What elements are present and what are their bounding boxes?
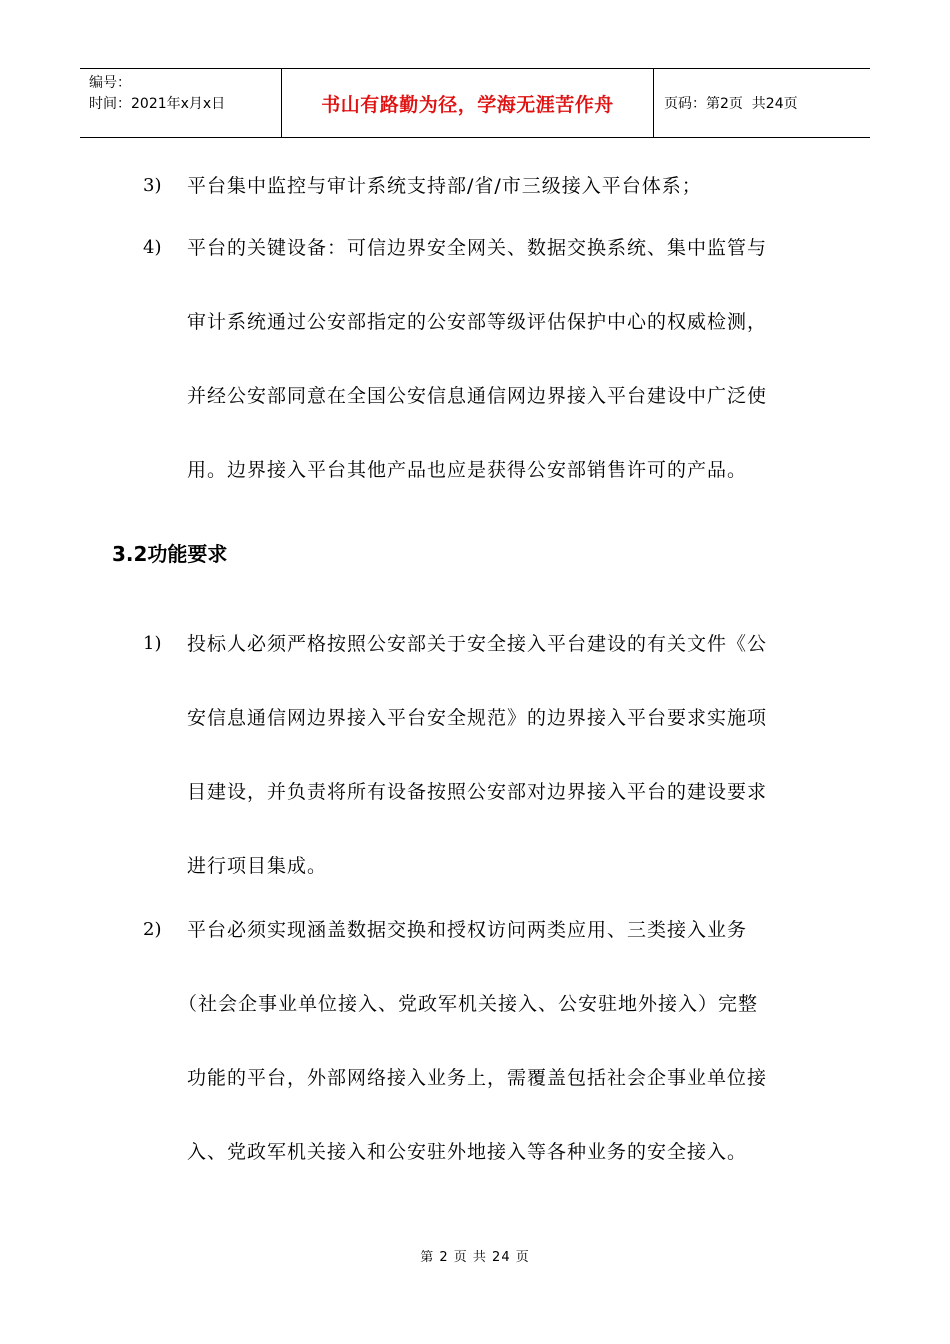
item-number: 4) — [143, 237, 162, 258]
section-heading: 3.2功能要求 — [112, 542, 228, 566]
page-info: 页码：第2页 共24页 — [664, 96, 798, 112]
header-page-cell — [654, 69, 870, 137]
page-footer: 第 2 页 共 24 页 — [420, 1250, 530, 1265]
item-number: 3) — [143, 175, 162, 196]
header-left-cell — [80, 69, 281, 137]
paragraph-line: 平台必须实现涵盖数据交换和授权访问两类应用、三类接入业务 — [187, 919, 748, 941]
number-label: 编号： — [89, 75, 131, 91]
document-header — [80, 68, 870, 138]
paragraph-line: 投标人必须严格按照公安部关于安全接入平台建设的有关文件《公 — [187, 633, 768, 655]
time-label: 时间：2021年x月x日 — [89, 96, 226, 112]
paragraph-line: 用。边界接入平台其他产品也应是获得公安部销售许可的产品。 — [187, 459, 748, 481]
paragraph-line: 进行项目集成。 — [187, 855, 328, 877]
paragraph-line: 功能的平台，外部网络接入业务上，需覆盖包括社会企事业单位接 — [187, 1067, 768, 1089]
paragraph-line: 目建设，并负责将所有设备按照公安部对边界接入平台的建设要求 — [187, 781, 768, 803]
paragraph-line: 平台的关键设备：可信边界安全网关、数据交换系统、集中监管与 — [187, 237, 768, 259]
paragraph-line: 审计系统通过公安部指定的公安部等级评估保护中心的权威检测， — [187, 311, 768, 333]
item-number: 1) — [143, 633, 162, 654]
paragraph-line: （社会企事业单位接入、党政军机关接入、公安驻地外接入）完整 — [178, 993, 759, 1015]
paragraph-line: 入、党政军机关接入和公安驻外地接入等各种业务的安全接入。 — [187, 1141, 748, 1163]
item-number: 2) — [143, 919, 162, 940]
paragraph-line: 并经公安部同意在全国公安信息通信网边界接入平台建设中广泛使 — [187, 385, 768, 407]
motto-text: 书山有路勤为径，学海无涯苦作舟 — [321, 93, 614, 116]
paragraph-line: 平台集中监控与审计系统支持部/省/市三级接入平台体系； — [187, 175, 702, 197]
header-motto-cell — [281, 69, 654, 137]
paragraph-line: 安信息通信网边界接入平台安全规范》的边界接入平台要求实施项 — [187, 707, 768, 729]
